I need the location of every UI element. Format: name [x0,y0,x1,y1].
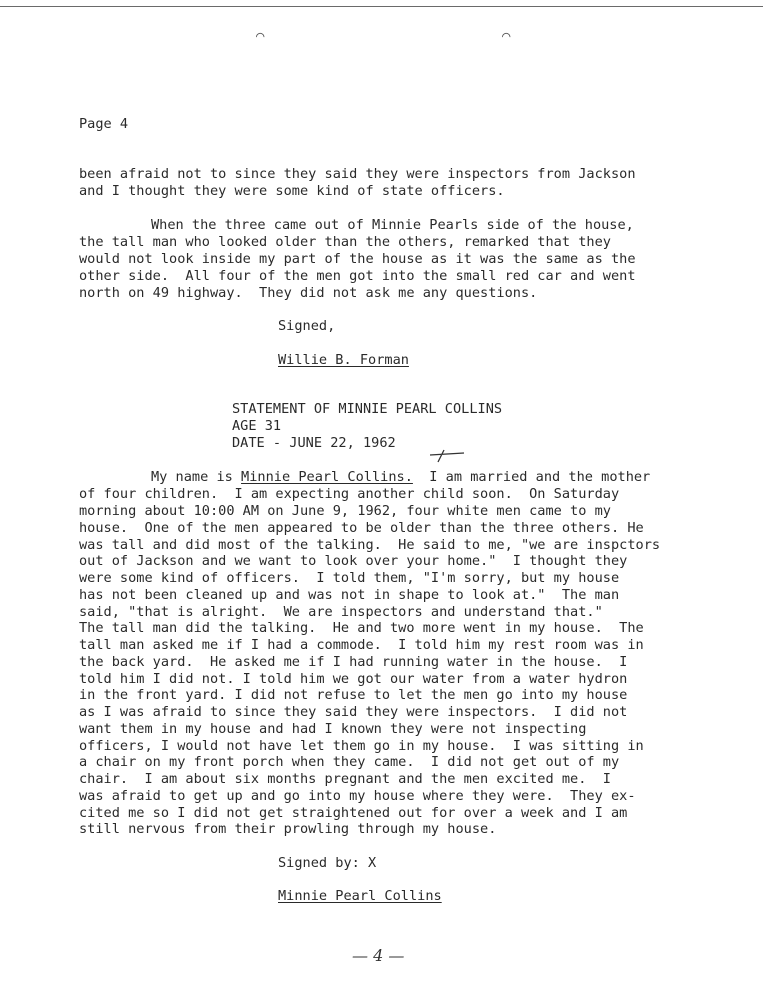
statement-title: STATEMENT OF MINNIE PEARL COLLINS [232,401,503,417]
text-line: morning about 10:00 AM on June 9, 1962, four white men came to my [79,503,611,519]
text-line: in the front yard. I did not refuse to let the men go into my house [79,687,628,703]
text-line: house. One of the men appeared to be older than the three others. He [79,520,644,536]
scan-mark: ⌒ [502,28,511,44]
text-line: told him I did not. I told him we got our water from a water hydron [79,671,628,687]
footer-page-number: — 4 — [352,946,405,965]
top-scan-edge [0,6,763,7]
text-line: other side. All four of the men got into the small red car and went [79,268,636,284]
text-line: been afraid not to since they said they were inspectors from Jackson [79,166,636,182]
signature-label: Signed, [278,318,336,334]
text-line: officers, I would not have let them go in my house. I was sitting in [79,738,644,754]
text-line: out of Jackson and we want to look over your home." I thought they [79,553,628,569]
signature-name: Minnie Pearl Collins [278,888,442,904]
statement-age: AGE 31 [232,418,282,434]
text-line: was afraid to get up and go into my house where they were. They ex- [79,788,636,804]
text-line: When the three came out of Minnie Pearls side of the house, [151,217,634,233]
text-line: still nervous from their prowling through my house. [79,821,497,837]
text-line [151,469,650,486]
text-line: cited me so I did not get straightened out for over a week and I am [79,805,628,821]
text-line: was tall and did most of the talking. He said to me, "we are inspctors [79,537,661,553]
handwritten-mark-icon [422,448,472,464]
text-line: want them in my house and had I known they were not inspecting [79,721,587,737]
text-line: said, "that is alright. We are inspectors and understand that." [79,604,603,620]
text-line: the back yard. He asked me if I had running water in the house. I [79,654,628,670]
text-line: a chair on my front porch when they came. I did not get out of my [79,754,620,770]
text-line: were some kind of officers. I told them, "I'm sorry, but my house [79,570,620,586]
page-label: Page 4 [79,116,129,132]
text-line: the tall man who looked older than the others, remarked that they [79,234,611,250]
signature-label: Signed by: X [278,855,377,871]
scan-mark: ⌒ [256,28,265,44]
text-line: of four children. I am expecting another child soon. On Saturday [79,486,620,502]
text-fragment: My name is [151,469,242,485]
signature-name: Willie B. Forman [278,352,409,368]
text-line: tall man asked me if I had a commode. I told him my rest room was in [79,637,644,653]
text-line: The tall man did the talking. He and two more went in my house. The [79,620,644,636]
text-line: north on 49 highway. They did not ask me any questions. [79,285,538,301]
statement-date: DATE - JUNE 22, 1962 [232,435,396,451]
text-fragment: I am married and the mother [412,469,651,485]
text-line: would not look inside my part of the house as it was the same as the [79,251,636,267]
text-line: and I thought they were some kind of state officers. [79,183,505,199]
underlined-name: Minnie Pearl Collins. [241,469,413,485]
text-line: as I was afraid to since they said they were inspectors. I did not [79,704,628,720]
text-line: has not been cleaned up and was not in shape to look at." The man [79,587,620,603]
text-line: chair. I am about six months pregnant and the men excited me. I [79,771,611,787]
